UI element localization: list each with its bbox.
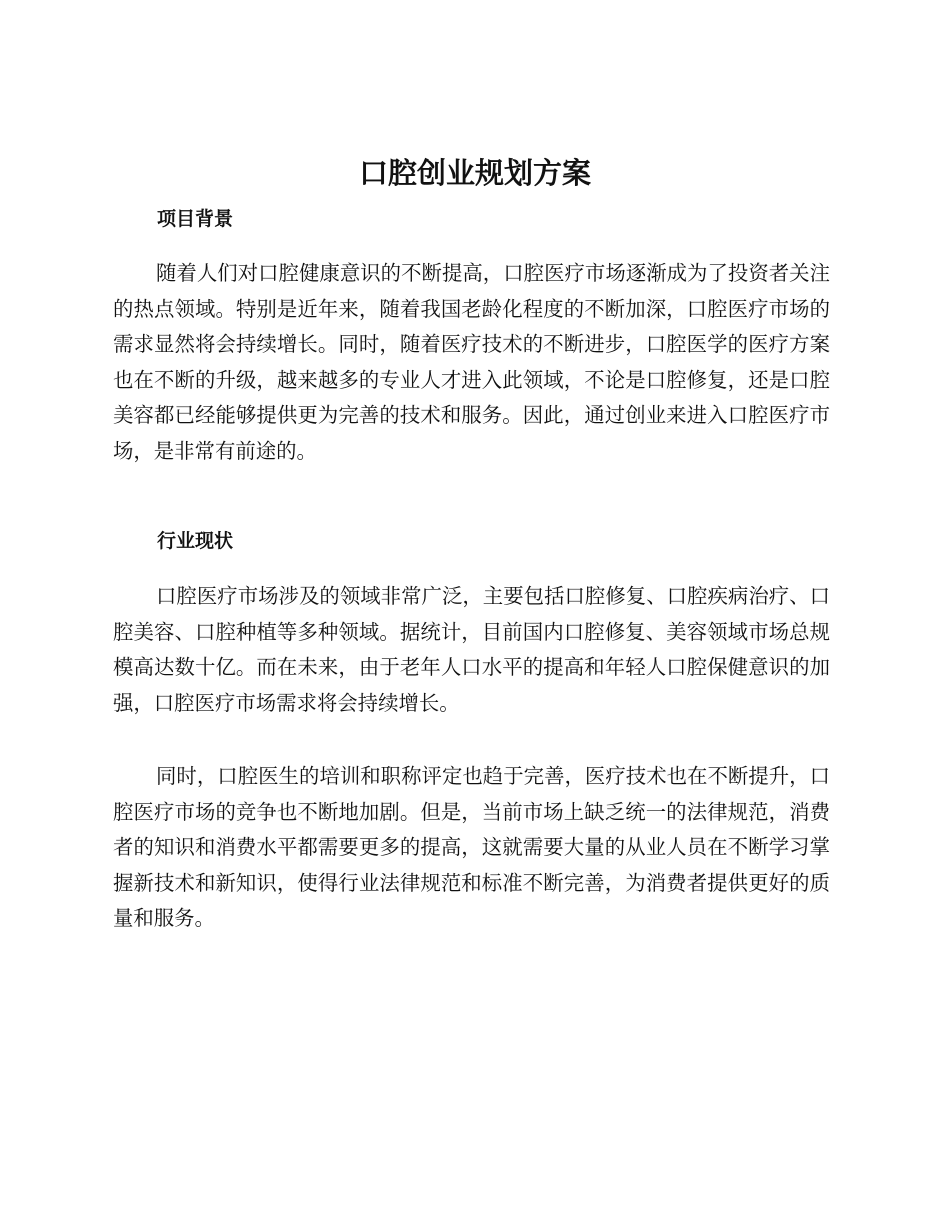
paragraph-industry-status-2: 同时，口腔医生的培训和职称评定也趋于完善，医疗技术也在不断提升，口腔医疗市场的竞争也不断地加剧。但是，当前市场上缺乏统一的法律规范，消费者的知识和消费水平都需要更多的提高，这就需要大量的从业人员在不断学习掌握新技术和新知识，使得行业法律规范和标准不断完善，为消费者提供更好的质量和服务。 — [113, 764, 830, 931]
section-heading-industry-status: 行业现状 — [157, 530, 234, 552]
section-heading-background: 项目背景 — [157, 208, 234, 230]
paragraph-industry-status-1: 口腔医疗市场涉及的领域非常广泛，主要包括口腔修复、口腔疾病治疗、口腔美容、口腔种植等多种领域。据统计，目前国内口腔修复、美容领域市场总规模高达数十亿。而在未来，由于老年人口水平的提高和年轻人口腔保健意识的加强，口腔医疗市场需求将会持续增长。 — [113, 584, 830, 715]
paragraph-background: 随着人们对口腔健康意识的不断提高，口腔医疗市场逐渐成为了投资者关注的热点领域。特别是近年来，随着我国老龄化程度的不断加深，口腔医疗市场的需求显然将会持续增长。同时，随着医疗技术的不断进步，口腔医学的医疗方案也在不断的升级，越来越多的专业人才进入此领域，不论是口腔修复，还是口腔美容都已经能够提供更为完善的技术和服务。因此，通过创业来进入口腔医疗市场，是非常有前途的。 — [113, 261, 830, 463]
document-title: 口腔创业规划方案 — [358, 156, 591, 190]
